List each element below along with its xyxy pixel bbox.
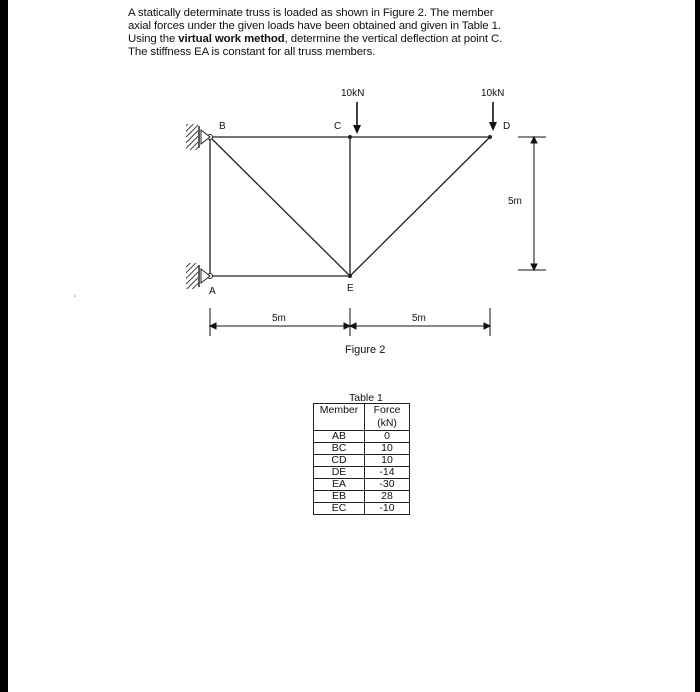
table-row — [314, 431, 410, 443]
table-body — [314, 431, 410, 515]
node-b-label: B — [219, 121, 226, 132]
node-a-label: A — [209, 286, 216, 297]
horizontal-dimension — [210, 308, 490, 336]
header-unit: (kN) — [365, 417, 410, 431]
problem-line-3-post: , determine the vertical deflection at point C. — [284, 33, 503, 45]
node-e-label: E — [347, 283, 354, 294]
load-c-label: 10kN — [341, 88, 365, 99]
node-d-label: D — [503, 121, 511, 132]
method-emphasis: virtual work method — [178, 33, 285, 45]
force-cell: 10 — [365, 455, 410, 467]
table-row — [314, 503, 410, 515]
support-a-icon — [186, 263, 210, 289]
member-eb — [210, 137, 350, 276]
table-row — [314, 479, 410, 491]
member-cell: CD — [314, 455, 365, 467]
member-cell: BC — [314, 443, 365, 455]
joint-c — [348, 135, 352, 139]
truss-members — [210, 137, 490, 276]
force-cell: 10 — [365, 443, 410, 455]
joint-d — [488, 135, 492, 139]
force-cell: 0 — [365, 431, 410, 443]
figure-caption: Figure 2 — [345, 344, 386, 356]
problem-line-3-pre: Using the — [128, 33, 179, 45]
table-row — [314, 467, 410, 479]
load-c-arrow-icon — [353, 102, 361, 134]
force-cell: -14 — [365, 467, 410, 479]
support-b-icon — [186, 124, 210, 150]
problem-line-4: The stiffness EA is constant for all truss members. — [128, 46, 376, 58]
force-cell: -10 — [365, 503, 410, 515]
member-cell: AB — [314, 431, 365, 443]
joint-e — [348, 274, 352, 278]
header-force: Force — [365, 404, 410, 418]
member-force-table — [313, 403, 410, 515]
dim-height-label: 5m — [508, 196, 522, 207]
load-d-label: 10kN — [481, 88, 505, 99]
load-d-arrow-icon — [489, 102, 497, 131]
table-header-row — [314, 404, 410, 418]
member-cell: EC — [314, 503, 365, 515]
table-row — [314, 455, 410, 467]
dim-left-label: 5m — [272, 313, 286, 324]
node-c-label: C — [334, 121, 342, 132]
table-row — [314, 491, 410, 503]
table-row — [314, 443, 410, 455]
member-de — [350, 137, 490, 276]
force-cell: 28 — [365, 491, 410, 503]
table-title: Table 1 — [349, 392, 383, 404]
force-cell: -30 — [365, 479, 410, 491]
stray-dot — [74, 295, 76, 297]
member-cell: EA — [314, 479, 365, 491]
member-cell: EB — [314, 491, 365, 503]
problem-line-1: A statically determinate truss is loaded as shown in Figure 2. The member — [128, 7, 494, 19]
problem-line-2: axial forces under the given loads have been obtained and given in Table 1. — [128, 20, 501, 32]
member-cell: DE — [314, 467, 365, 479]
dim-right-label: 5m — [412, 313, 426, 324]
vertical-dimension — [518, 137, 546, 270]
header-member: Member — [314, 404, 365, 431]
